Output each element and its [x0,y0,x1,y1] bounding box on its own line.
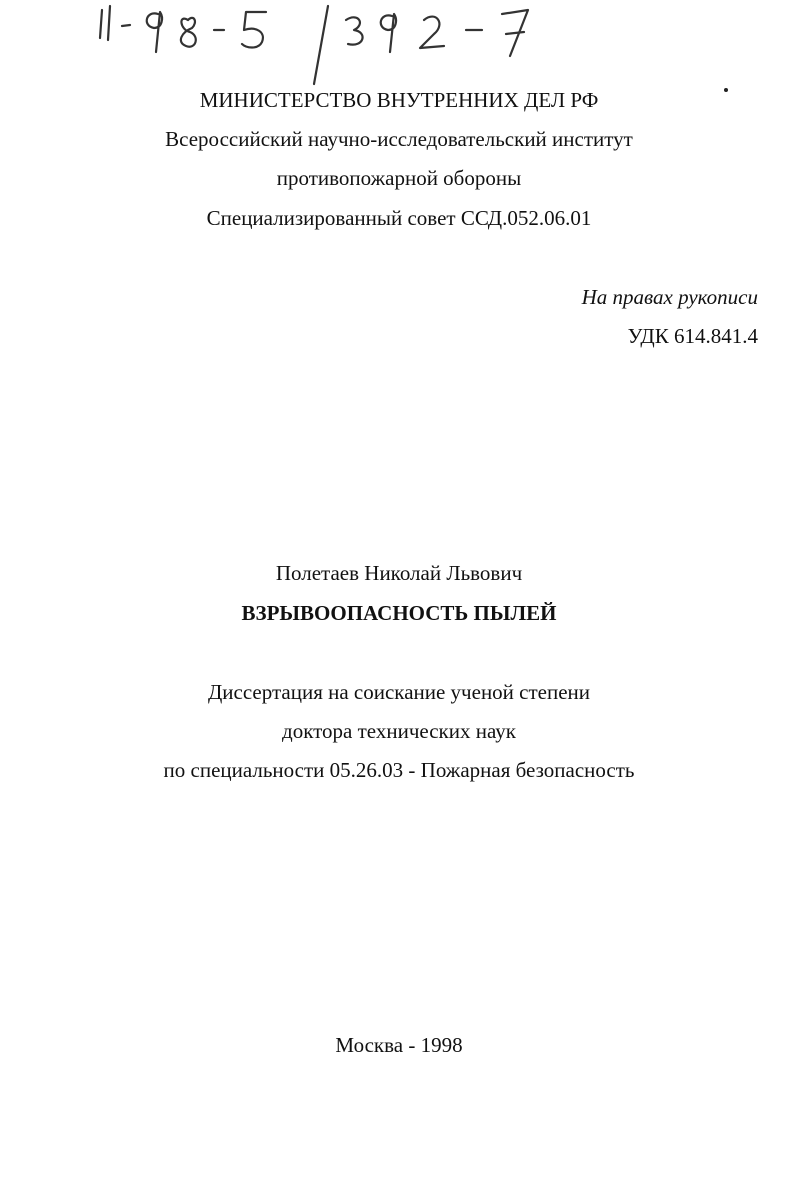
manuscript-rights: На правах рукописи [581,285,758,309]
degree-line1: Диссертация на соискание ученой степени [207,680,591,704]
udc-code: УДК 614.841.4 [627,324,758,348]
institute-name-line1: Всероссийский научно-исследовательский институт [165,127,633,151]
ministry-name: МИНИСТЕРСТВО ВНУТРЕННИХ ДЕЛ РФ [199,88,599,112]
institute-name-line2: противопожарной обороны [276,166,522,190]
specialized-council: Специализированный совет ССД.052.06.01 [206,206,592,230]
city-year: Москва - 1998 [335,1033,463,1057]
degree-line2: доктора технических наук [282,719,516,743]
degree-line3: по специальности 05.26.03 - Пожарная безопасность [163,758,635,782]
dissertation-title: ВЗРЫВООПАСНОСТЬ ПЫЛЕЙ [241,601,557,625]
author-name: Полетаев Николай Львович [275,561,523,585]
handwritten-inventory-number [96,0,556,90]
